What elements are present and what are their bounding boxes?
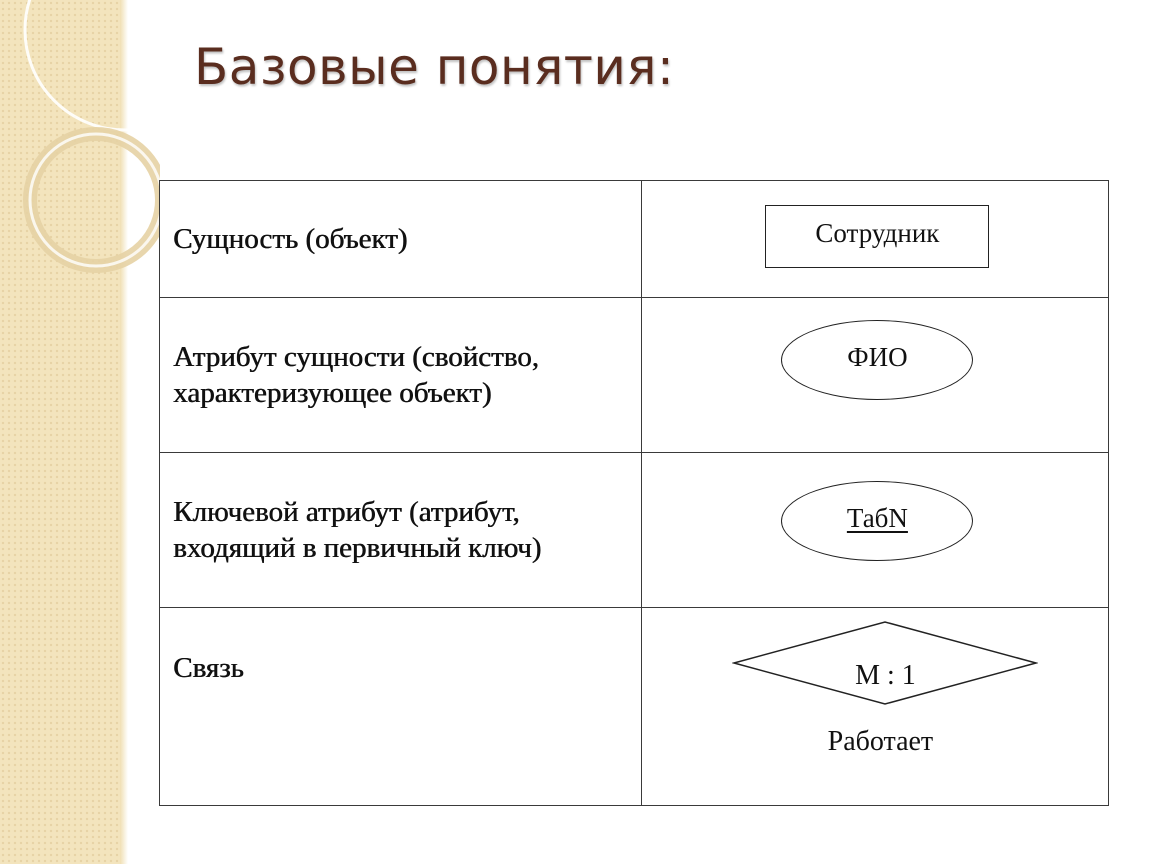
term-text: характеризующее объект)	[173, 377, 492, 409]
entity-rectangle: Сотрудник	[765, 205, 989, 268]
decorative-rings	[0, 0, 160, 300]
term-relationship	[160, 608, 642, 806]
term-text: Ключевой атрибут (атрибут,	[173, 496, 520, 528]
attribute-ellipse: ФИО	[781, 320, 973, 400]
entity-symbol-cell	[642, 181, 1109, 298]
term-text: Связь	[173, 652, 244, 684]
relationship-symbol-cell	[642, 608, 1109, 806]
key-attribute-symbol-cell	[642, 453, 1109, 608]
relationship-diamond-wrap	[732, 620, 1038, 711]
table-row	[160, 298, 1109, 453]
table-row	[160, 453, 1109, 608]
term-text: Сущность (объект)	[173, 223, 408, 255]
concepts-table	[159, 180, 1109, 806]
term-entity	[160, 181, 642, 298]
table-row	[160, 181, 1109, 298]
term-text: Атрибут сущности (свойство,	[173, 341, 539, 373]
key-attribute-ellipse	[781, 481, 973, 561]
slide-title: Базовые понятия:	[194, 38, 675, 96]
key-attribute-label: ТабN	[846, 503, 908, 533]
term-key-attribute	[160, 453, 642, 608]
attribute-symbol-cell	[642, 298, 1109, 453]
relationship-caption: Работает	[827, 726, 934, 757]
term-attribute	[160, 298, 642, 453]
term-text: входящий в первичный ключ)	[173, 532, 542, 564]
relationship-cardinality: М : 1	[855, 660, 916, 691]
table-row	[160, 608, 1109, 806]
